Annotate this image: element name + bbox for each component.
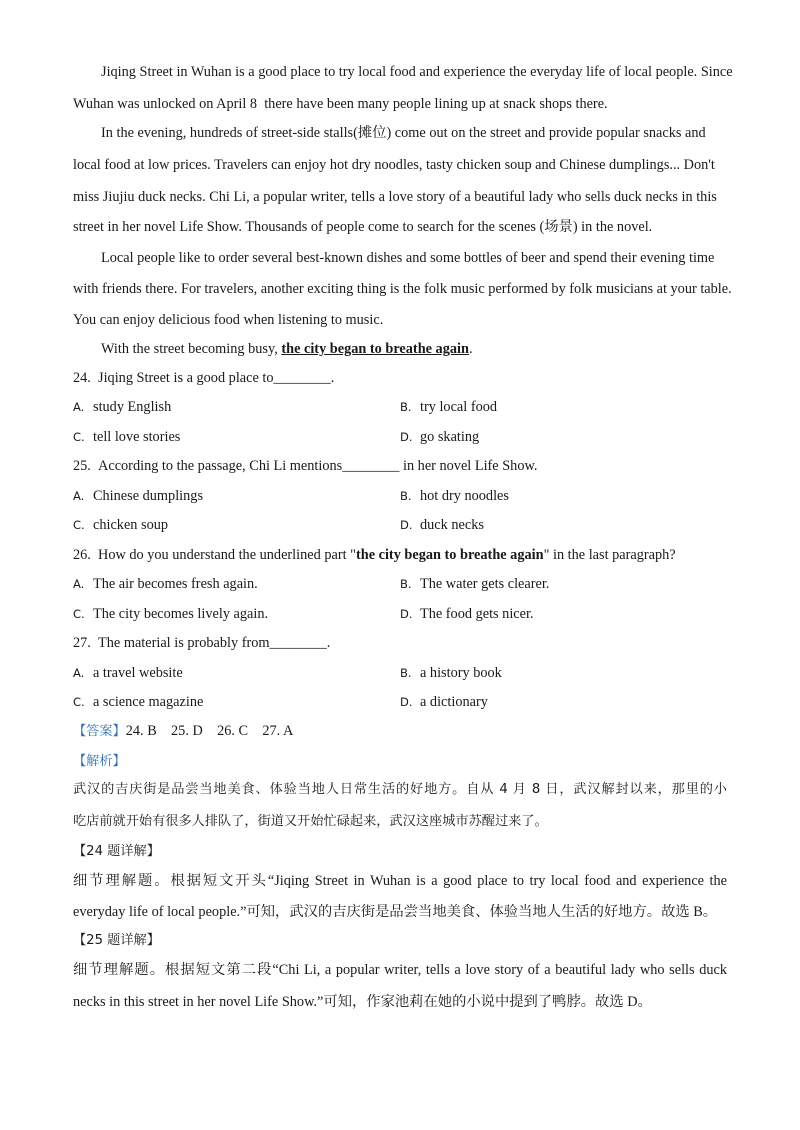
answer-line — [73, 721, 293, 742]
question-27-option-c: C. a science magazine — [73, 694, 204, 710]
detail-24-heading: 【24 题详解】 — [73, 844, 160, 859]
question-24-option-d: D. go skating — [400, 429, 480, 445]
question-26-quoted-phrase: the city began to breathe again — [355, 547, 544, 563]
question-24-option-b: B. try local food — [400, 399, 498, 415]
analysis-line1: 武汉的吉庆街是品尝当地美食、体验当地人日常生活的好地方。自从 4 月 8 日，武汉解封以来，那里的小 — [73, 782, 727, 797]
detail-25-heading: 【25 题详解】 — [73, 933, 160, 948]
question-26-option-d: D. The food gets nicer. — [400, 606, 534, 622]
detail-25-line1: 细节理解题。根据短文第二段“Chi Li, a popular writer, tells a love story of a beautiful lady who sells duck — [73, 962, 727, 978]
question-27-option-d: D. a dictionary — [400, 694, 488, 710]
question-27-option-a: A. a travel website — [73, 665, 183, 681]
passage-p2-line4: street in her novel Life Show. Thousands of people come to search for the scenes (场景) in the novel. — [73, 219, 653, 235]
passage-p3-line2: with friends there. For travelers, another exciting thing is the folk music performed by folk musicians at your table. — [73, 281, 732, 297]
detail-25-line2: necks in this street in her novel Life Show.”可知，作家池莉在她的小说中提到了鸭脖。故选 D。 — [73, 994, 652, 1010]
passage-p3-line1: Local people like to order several best-known dishes and some bottles of beer and spend their evening time — [101, 250, 715, 266]
question-26-stem: 26. How do you understand the underlined part "the city began to breathe again" in the last paragraph? — [73, 547, 676, 563]
question-24-stem: 24. Jiqing Street is a good place to________. — [73, 370, 335, 386]
answer-text: 24. B 25. D 26. C 27. A — [125, 723, 294, 739]
analysis-tag: 【解析】 — [73, 754, 126, 769]
passage-p2-line1: In the evening, hundreds of street-side stalls(摊位) come out on the street and provide popular snacks and — [101, 125, 706, 141]
question-25-option-b: B. hot dry noodles — [400, 488, 509, 504]
passage-p4 — [101, 339, 473, 359]
question-25-option-d: D. duck necks — [400, 517, 484, 533]
detail-24-line2: everyday life of local people.”可知，武汉的吉庆街是品尝当地美食、体验当地人生活的好地方。故选 B。 — [73, 904, 718, 920]
question-26-option-a: A. The air becomes fresh again. — [73, 576, 258, 592]
passage-p2-line3: miss Jiujiu duck necks. Chi Li, a popular writer, tells a love story of a beautiful lady who sells duck necks in this — [73, 189, 717, 205]
detail-24-line1: 细节理解题。根据短文开头“Jiqing Street in Wuhan is a good place to try local food and experience the — [73, 873, 727, 889]
passage-p1-line1: Jiqing Street in Wuhan is a good place to try local food and experience the everyday life of local people. Since — [101, 64, 733, 80]
analysis-heading — [73, 751, 126, 772]
passage-p1-line2: Wuhan was unlocked on April 8 there have been many people lining up at snack shops there. — [73, 96, 608, 112]
question-25-option-c: C. chicken soup — [73, 517, 169, 533]
question-24-option-a: A. study English — [73, 399, 172, 415]
passage-p4-post: . — [468, 341, 473, 357]
question-26-option-c: C. The city becomes lively again. — [73, 606, 269, 622]
question-27-stem: 27. The material is probably from________. — [73, 635, 331, 651]
passage-p4-pre: With the street becoming busy, — [101, 341, 282, 357]
question-26-option-b: B. The water gets clearer. — [400, 576, 550, 592]
question-25-option-a: A. Chinese dumplings — [73, 488, 204, 504]
question-27-option-b: B. a history book — [400, 665, 502, 681]
question-24-option-c: C. tell love stories — [73, 429, 181, 445]
answer-tag: 【答案】 — [73, 724, 126, 739]
passage-p2-line2: local food at low prices. Travelers can enjoy hot dry noodles, tasty chicken soup and Chinese dumplings... Don't — [73, 157, 715, 173]
underlined-phrase: the city began to breathe again — [281, 341, 469, 357]
question-25-stem: 25. According to the passage, Chi Li mentions________ in her novel Life Show. — [73, 458, 538, 474]
analysis-line2: 吃店前就开始有很多人排队了，街道又开始忙碌起来，武汉这座城市苏醒过来了。 — [73, 814, 548, 829]
passage-p3-line3: You can enjoy delicious food when listening to music. — [73, 312, 384, 328]
